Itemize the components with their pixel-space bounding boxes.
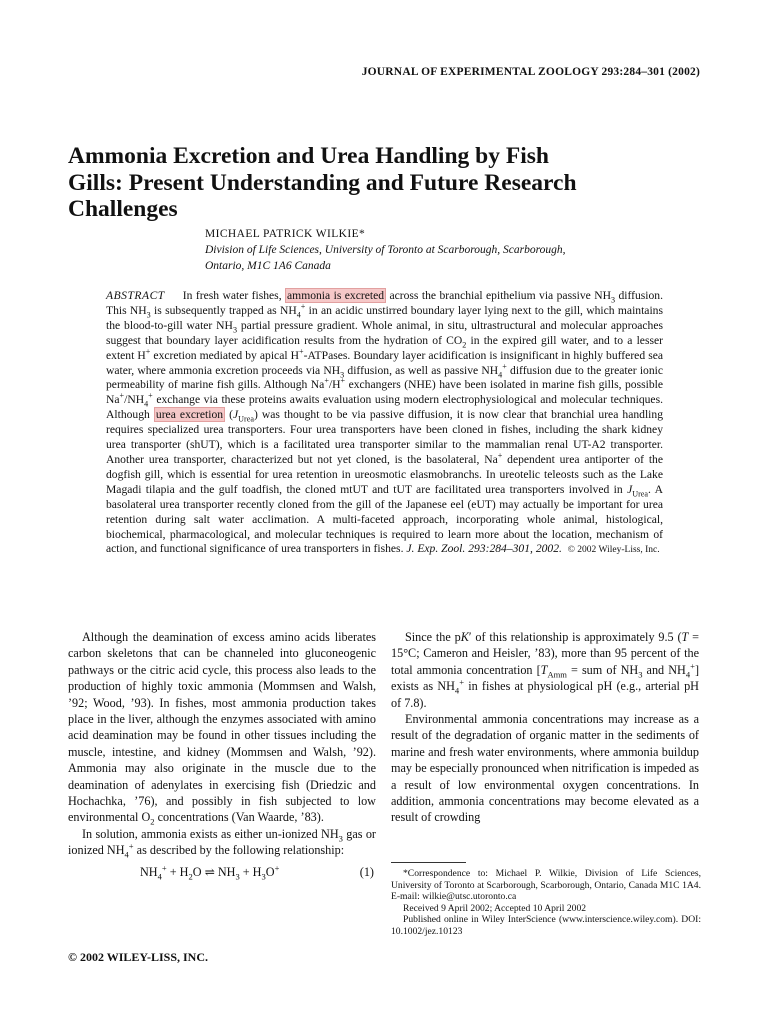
affiliation-line-2: Ontario, M1C 1A6 Canada	[205, 260, 331, 272]
affiliation-line-1: Division of Life Sciences, University of Toronto at Scarborough, Scarborough,	[205, 244, 566, 256]
paragraph-solution: In solution, ammonia exists as either un-ionized $NH_3$ gas or ionized $NH_4^+$ as described by the following relationship:	[68, 826, 376, 860]
publisher-footer: © 2002 WILEY-LISS, INC.	[68, 950, 209, 964]
footnote-received: Received 9 April 2002; Accepted 10 April 2002	[403, 902, 587, 914]
abstract-citation: J. Exp. Zool. 293:284–301, 2002.	[406, 542, 562, 556]
paragraph-pk: Since the pK′ of this relationship is approximately 9.5 (T = 15°C; Cameron and Heisler, ’83), more than 95 percent of the total ammonia concentration [$T_{Amm}$ = sum of $NH_3$ and $NH_4^+$] exists as $NH_4^+$ in fishes at physiological pH (e.g., arterial pH of 7.8).	[391, 630, 699, 710]
abstract-copyright: © 2002 Wiley-Liss, Inc.	[567, 545, 660, 556]
abstract: ABSTRACT In fresh water fishes, ammonia is excreted across the branchial epithelium via passive $NH_3$ diffusion. This $NH_3$ is subsequently trapped as $NH_4^+$ in an acidic unstirred boundary layer lying next to the gill, which maintains the blood-to-gill water $NH_3$ partial pressure gradient. Whole animal, in situ, ultrastructural and molecular approaches suggest that boundary layer acidification results from the hydration of $CO_2$ in the expired gill water, and to a lesser extent H+ excretion mediated by apical H+-ATPases. Boundary layer acidification is insignificant in highly buffered sea water, where ammonia excretion proceeds via $NH_3$ diffusion, as well as passive $NH_4^+$ diffusion due to the greater ionic permeability of marine fish gills. Although Na+/H+ exchangers (NHE) have been isolated in marine fish gills, possible $Na^+/NH_4^+$ exchange via these proteins awaits evaluation using modern electrophysiological and molecular techniques. Although urea excretion $(J_{Urea})$ was thought to be via passive diffusion, it is now clear that branchial urea handling requires specialized urea transporters. Four urea transporters have been cloned in fishes, including the shark kidney urea transporter (shUT), which is a facilitated urea transporter similar to the mammalian renal UT-A2 transporter. Another urea transporter, characterized but not yet cloned, is the basolateral, Na+ dependent urea antiporter of the dogfish gill, which is essential for urea retention in ureosmotic elasmobranchs. In ureotelic teleosts such as the Lake Magadi tilapia and the gulf toadfish, the cloned mtUT and tUT are facilitated urea transporters involved in $J_{Urea}$. A basolateral urea transporter recently cloned from the gill of the Japanese eel (eUT) may actually be important for urea retention during salt water acclimation. A multi-faceted approach, incorporating whole animal, histological, biochemical, pharmacological, and molecular techniques is required to learn more about the location, mechanism of action, and functional significance of urea transporters in fishes. J. Exp. Zool. 293:284–301, 2002. © 2002 Wiley-Liss, Inc.	[106, 289, 663, 556]
equation-1	[68, 861, 376, 885]
abstract-label: ABSTRACT	[106, 289, 165, 302]
equation-body: $NH_4^+ + H_2O$ ⇌ $NH_3 + H_3O^+$	[140, 862, 280, 882]
equation-number: (1)	[359, 864, 374, 879]
paragraph-intro: Although the deamination of excess amino acids liberates carbon skeletons that can be channeled into gluconeogenic pathways or the citric acid cycle, this process also leads to the production of highly toxic ammonia (Mommsen and Walsh, ’92; Wood, ’93). In fishes, most ammonia production takes place in the liver, although the enzymes associated with amino acid deamination may be found in other tissues including the muscle, intestine, and kidney (Mommsen and Walsh, ’92). Ammonia may also originate in the muscle due to the deamination of adenylates in exercising fish (Driedzic and Hochachka, ’76), and possibly in fish subjected to low environmental $O_2$ concentrations (Van Waarde, ’83).	[68, 630, 376, 827]
body-column-left	[68, 629, 376, 885]
footnote-correspondence: *Correspondence to: Michael P. Wilkie, Division of Life Sciences, University of Toronto at Scarborough, Scarborough, Ontario, Canada M1C 1A4. E-mail: wilkie@utsc.utoronto.ca	[391, 868, 701, 903]
footnote-rule	[391, 862, 466, 863]
highlight-ammonia-excreted[interactable]: ammonia is excreted	[287, 289, 385, 302]
author-block	[205, 226, 705, 274]
body-column-right	[391, 629, 699, 826]
footnotes	[391, 868, 701, 938]
footnote-published: Published online in Wiley InterScience (www.interscience.wiley.com). DOI: 10.1002/jez.10123	[391, 914, 701, 937]
journal-header: JOURNAL OF EXPERIMENTAL ZOOLOGY 293:284–301 (2002)	[361, 66, 700, 78]
highlight-urea-excretion[interactable]: urea excretion	[155, 408, 224, 422]
article-title: Ammonia Excretion and Urea Handling by Fish Gills: Present Understanding and Future Research Challenges	[68, 143, 577, 222]
author-name: MICHAEL PATRICK WILKIE*	[205, 228, 366, 240]
paragraph-environmental: Environmental ammonia concentrations may increase as a result of the degradation of organic matter in the sediments of marine and fresh water environments, where ammonia buildup may be especially pronounced when nitrification is impeded as a result of low environmental oxygen concentrations. In addition, ammonia concentrations may become elevated as a result of crowding	[391, 712, 699, 825]
